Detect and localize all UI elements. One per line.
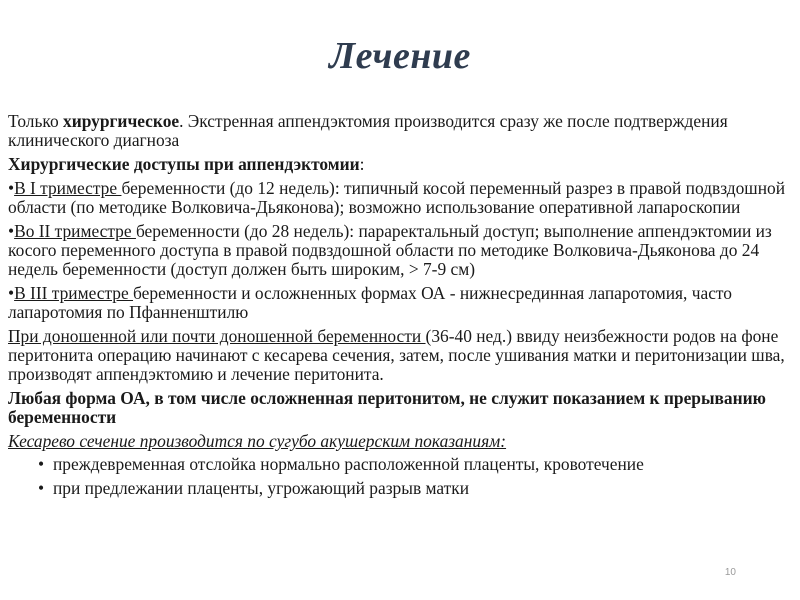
- list-item-text: при предлежании плаценты, угрожающий разрыв матки: [53, 478, 470, 498]
- list-item: [8, 454, 786, 474]
- bullet-icon: •: [8, 283, 15, 303]
- trimester-text: беременности (до 12 недель): типичный косой переменный разрез в правой подвздошной области (по методике Волковича-Дьяконова); возможно использование оперативной лапароскопии: [8, 178, 786, 217]
- intro-prefix: Только: [8, 111, 63, 131]
- trimester-item: [8, 222, 786, 279]
- list-item-text: преждевременная отслойка нормально расположенной плаценты, кровотечение: [53, 454, 644, 474]
- trimester-label: Во II триместре: [14, 221, 136, 241]
- access-heading-bold: Хирургические доступы при аппендэктомии: [8, 154, 360, 174]
- trimester-label: В III триместре: [14, 283, 134, 303]
- bullet-icon: •: [38, 454, 45, 474]
- intro-bold: хирургическое: [63, 111, 180, 131]
- trimester-text: беременности и осложненных формах ОА - нижнесрединная лапаротомия, часто лапаротомия по Пфанненштилю: [8, 283, 732, 322]
- trimester-text: беременности (до 28 недель): параректальный доступ; выполнение аппендэктомии из косого переменного доступа в правой подвздошной области по методике Волковича-Дьяконова до 24 недель беременности (доступ должен быть широким, > 7-9 см): [8, 221, 772, 279]
- intro-paragraph: [8, 112, 786, 150]
- slide-content: [8, 112, 786, 502]
- cesarean-heading: Кесарево сечение производится по сугубо акушерским показаниям:: [8, 431, 507, 451]
- bullet-icon: •: [8, 178, 15, 198]
- list-item: [8, 478, 786, 498]
- access-heading: [8, 155, 786, 174]
- warning-paragraph: Любая форма ОА, в том числе осложненная перитонитом, не служит показанием к прерыванию беременности: [8, 388, 766, 427]
- term-pregnancy-text: (36-40 нед.) ввиду неизбежности родов на фоне перитонита операцию начинают с кесарева сечения, затем, после ушивания матки и перитонизации шва, производят аппендэктомию и лечение перитонита.: [8, 326, 785, 384]
- page-number: 10: [724, 567, 736, 578]
- bullet-icon: •: [8, 221, 15, 241]
- trimester-item: [8, 284, 786, 322]
- term-pregnancy-label: При доношенной или почти доношенной беременности: [8, 326, 426, 346]
- access-heading-suffix: :: [359, 154, 365, 174]
- trimester-label: В I триместре: [14, 178, 122, 198]
- intro-rest: . Экстренная аппендэктомия производится сразу же после подтверждения клинического диагноза: [8, 111, 728, 150]
- bullet-icon: •: [38, 478, 45, 498]
- trimester-item: [8, 179, 786, 217]
- cesarean-list: [8, 454, 786, 498]
- term-pregnancy-paragraph: [8, 327, 786, 384]
- slide-title: Лечение: [329, 35, 471, 77]
